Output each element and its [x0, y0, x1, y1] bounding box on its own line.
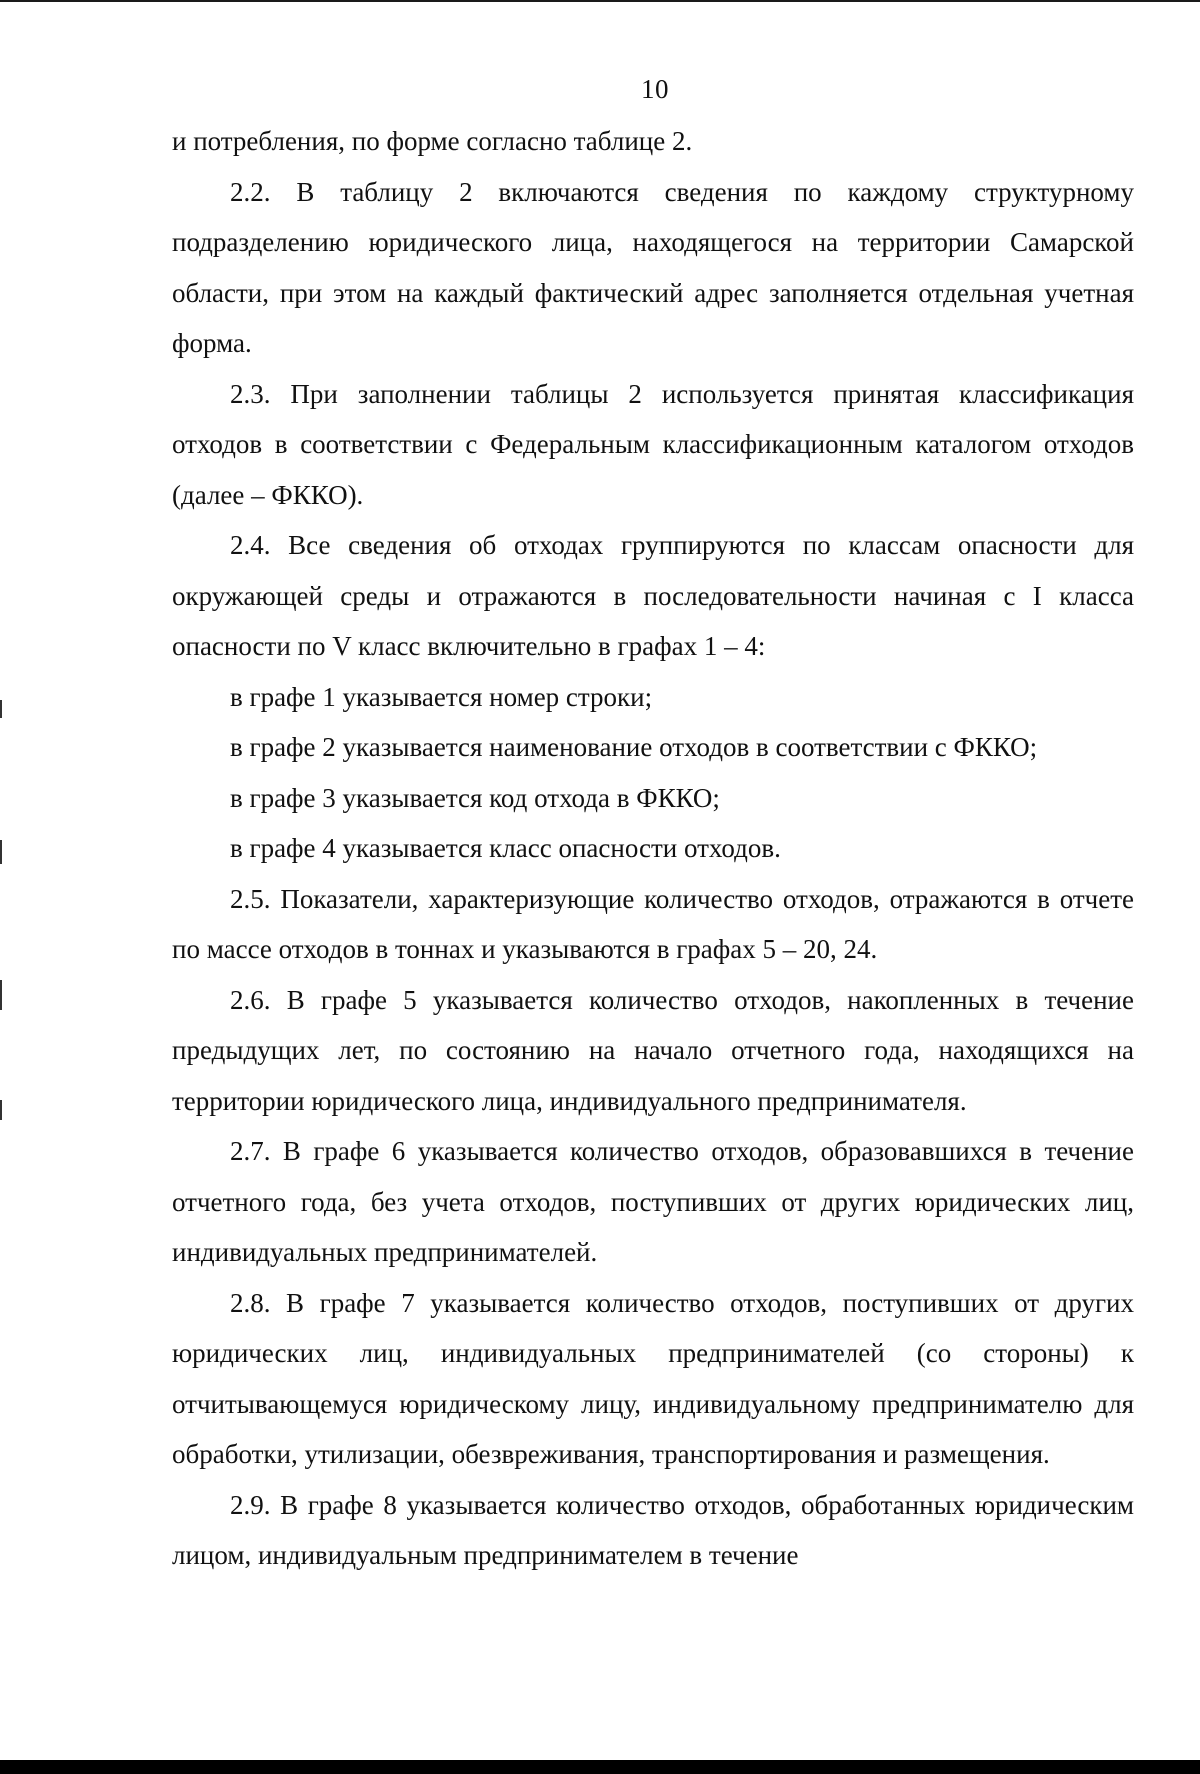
- paragraph-2-5: 2.5. Показатели, характеризующие количество отходов, отражаются в отчете по массе отходов в тоннах и указываются в графах 5 – 20, 24.: [172, 883, 1134, 964]
- scan-top-edge: [0, 0, 1200, 2]
- page-number: 10: [641, 74, 669, 104]
- document-body: [172, 116, 1134, 1581]
- paragraph-2-8: 2.8. В графе 7 указывается количество отходов, поступивших от других юридических лиц, индивидуальных предпринимателей (со стороны) к отчитывающемуся юридическому лицу, индивидуальному предпринимателю для обработки, утилизации, обезвреживания, транспортирования и размещения.: [172, 1287, 1134, 1469]
- scan-margin-mark: [0, 840, 2, 864]
- paragraph-2-3: 2.3. При заполнении таблицы 2 используется принятая классификация отходов в соответствии с Федеральным классификационным каталогом отходов (далее – ФККО).: [172, 378, 1134, 510]
- column-3-item: в графе 3 указывается код отхода в ФККО;: [230, 782, 720, 813]
- scan-margin-mark: [0, 700, 2, 718]
- paragraph-2-6: 2.6. В графе 5 указывается количество отходов, накопленных в течение предыдущих лет, по состоянию на начало отчетного года, находящихся на территории юридического лица, индивидуального предпринимателя.: [172, 984, 1134, 1116]
- column-4-item: в графе 4 указывается класс опасности отходов.: [230, 833, 781, 863]
- paragraph-2-4: 2.4. Все сведения об отходах группируются по классам опасности для окружающей среды и отражаются в последовательности начиная с I класса опасности по V класс включительно в графах 1 – 4:: [172, 530, 1134, 661]
- paragraph-2-7: 2.7. В графе 6 указывается количество отходов, образовавшихся в течение отчетного года, без учета отходов, поступивших от других юридических лиц, индивидуальных предпринимателей.: [172, 1136, 1134, 1267]
- scan-bottom-edge: [0, 1760, 1200, 1774]
- column-2-item: в графе 2 указывается наименование отходов в соответствии с ФККО;: [230, 732, 1038, 762]
- scan-margin-mark: [0, 980, 2, 1010]
- paragraph-2-2: 2.2. В таблицу 2 включаются сведения по каждому структурному подразделению юридического лица, находящегося на территории Самарской области, при этом на каждый фактический адрес заполняется отдельная учетная форма.: [172, 176, 1134, 358]
- paragraph-2-9: 2.9. В графе 8 указывается количество отходов, обработанных юридическим лицом, индивидуальным предпринимателем в течение: [172, 1489, 1134, 1570]
- paragraph-continuation: и потребления, по форме согласно таблице 2.: [172, 126, 693, 156]
- scan-margin-mark: [0, 1100, 2, 1120]
- column-1-item: в графе 1 указывается номер строки;: [230, 681, 653, 712]
